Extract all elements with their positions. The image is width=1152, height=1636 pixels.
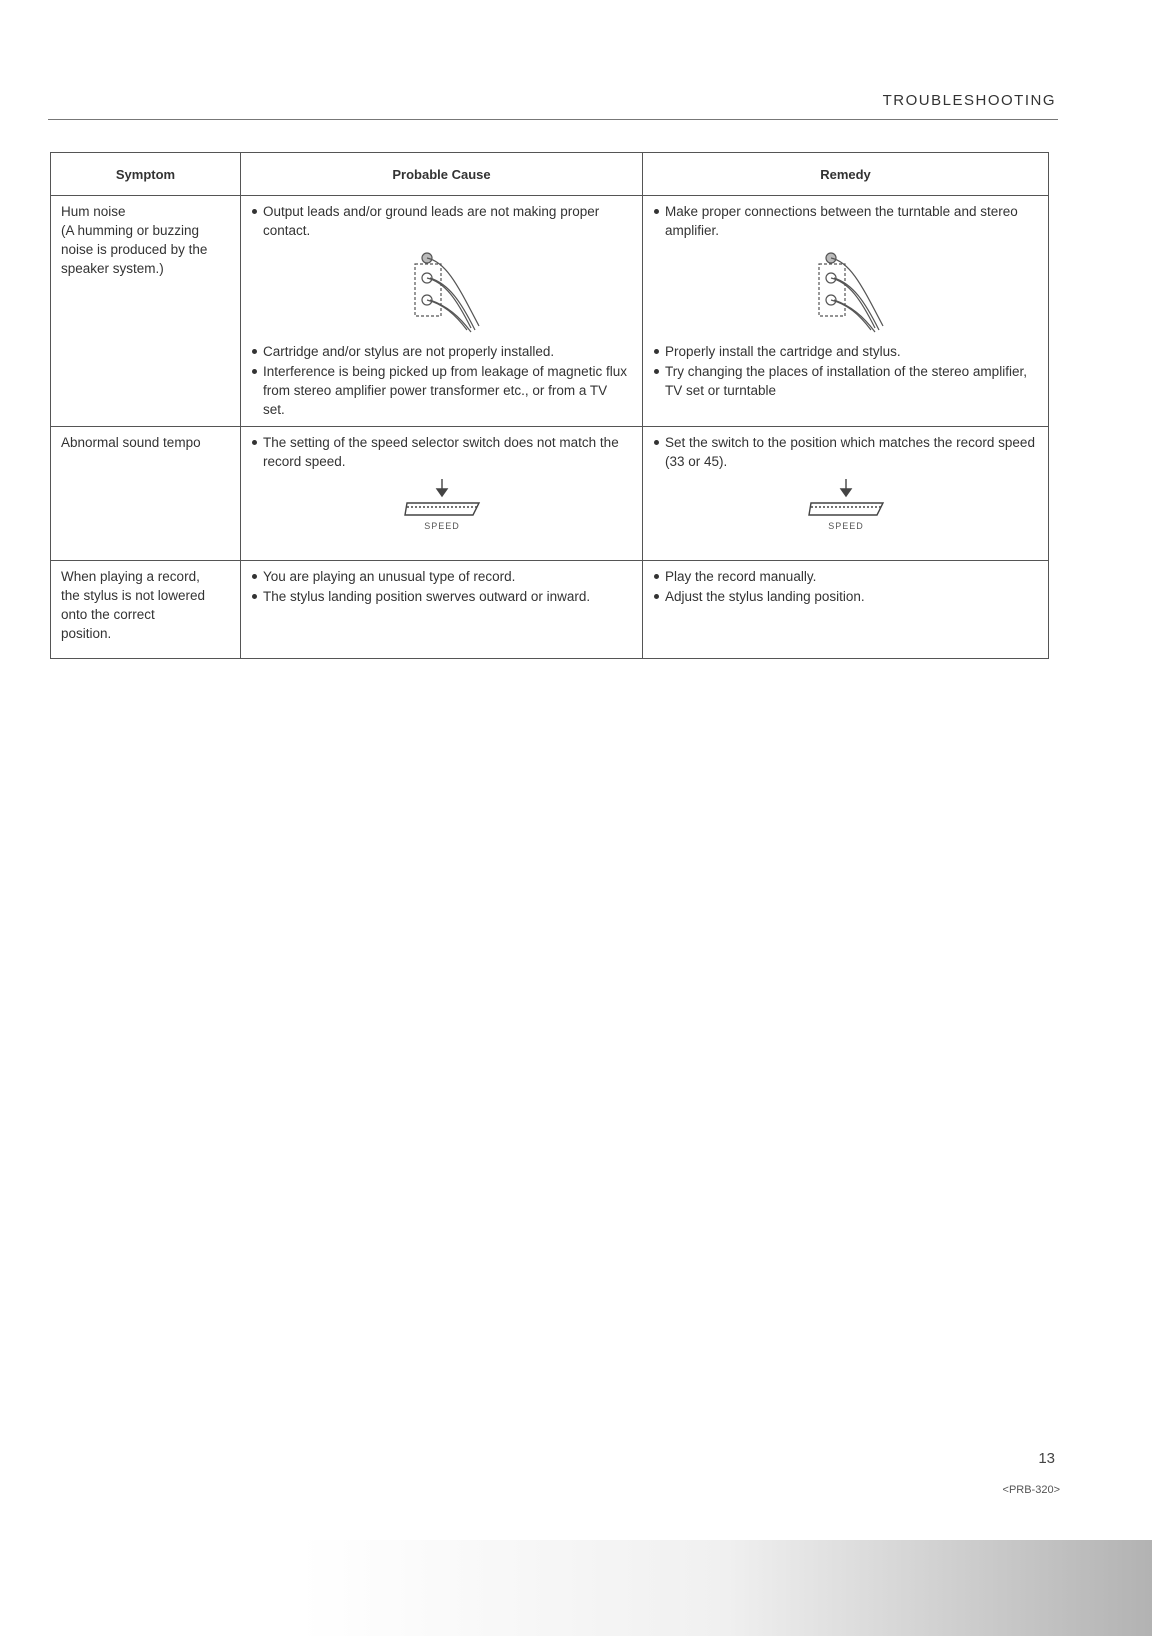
- section-title: TROUBLESHOOTING: [882, 92, 1056, 109]
- cause-cell: [241, 196, 643, 427]
- scan-edge-shading: [300, 1540, 1152, 1636]
- header-rule: [48, 119, 1058, 120]
- remedy-list: [653, 433, 1038, 471]
- cause-cell: [241, 561, 643, 659]
- table-row: [51, 427, 1049, 561]
- table-row: [51, 196, 1049, 427]
- troubleshooting-table: [50, 152, 1049, 659]
- header-symptom: Symptom: [51, 153, 241, 196]
- remedy-list: [653, 202, 1038, 240]
- symptom-cell: Abnormal sound tempo: [51, 427, 241, 561]
- symptom-cell: Hum noise (A humming or buzzing noise is produced by the speaker system.): [51, 196, 241, 427]
- list-item: Set the switch to the position which matches the record speed (33 or 45).: [653, 433, 1038, 471]
- list-item: Properly install the cartridge and stylus.: [653, 342, 1038, 361]
- list-item: Try changing the places of installation of the stereo amplifier, TV set or turntable: [653, 362, 1038, 400]
- list-item: The stylus landing position swerves outward or inward.: [251, 587, 632, 606]
- remedy-list-secondary: [653, 342, 1038, 400]
- header-remedy: Remedy: [643, 153, 1049, 196]
- speed-label: SPEED: [827, 521, 864, 531]
- speed-label: SPEED: [423, 521, 460, 531]
- cause-list-secondary: [251, 342, 632, 419]
- speed-switch-illustration: [397, 477, 487, 533]
- symptom-cell: When playing a record, the stylus is not lowered onto the correct position.: [51, 561, 241, 659]
- page-number: 13: [1038, 1450, 1055, 1467]
- list-item: Adjust the stylus landing position.: [653, 587, 1038, 606]
- cause-cell: [241, 427, 643, 561]
- cause-list: [251, 433, 632, 471]
- list-item: Make proper connections between the turntable and stereo amplifier.: [653, 202, 1038, 240]
- connection-illustration: [397, 248, 487, 334]
- cause-list: [251, 202, 632, 240]
- header-probable-cause: Probable Cause: [241, 153, 643, 196]
- table-header-row: [51, 153, 1049, 196]
- model-code: <PRB-320>: [1002, 1484, 1060, 1496]
- remedy-cell: [643, 561, 1049, 659]
- remedy-list: [653, 567, 1038, 606]
- remedy-cell: [643, 427, 1049, 561]
- remedy-cell: [643, 196, 1049, 427]
- list-item: Play the record manually.: [653, 567, 1038, 586]
- connection-illustration: [801, 248, 891, 334]
- list-item: Cartridge and/or stylus are not properly installed.: [251, 342, 632, 361]
- list-item: The setting of the speed selector switch does not match the record speed.: [251, 433, 632, 471]
- cause-list: [251, 567, 632, 606]
- table-row: [51, 561, 1049, 659]
- speed-switch-illustration: [801, 477, 891, 533]
- list-item: Output leads and/or ground leads are not making proper contact.: [251, 202, 632, 240]
- list-item: Interference is being picked up from leakage of magnetic flux from stereo amplifier power transformer etc., or from a TV set.: [251, 362, 632, 419]
- list-item: You are playing an unusual type of record.: [251, 567, 632, 586]
